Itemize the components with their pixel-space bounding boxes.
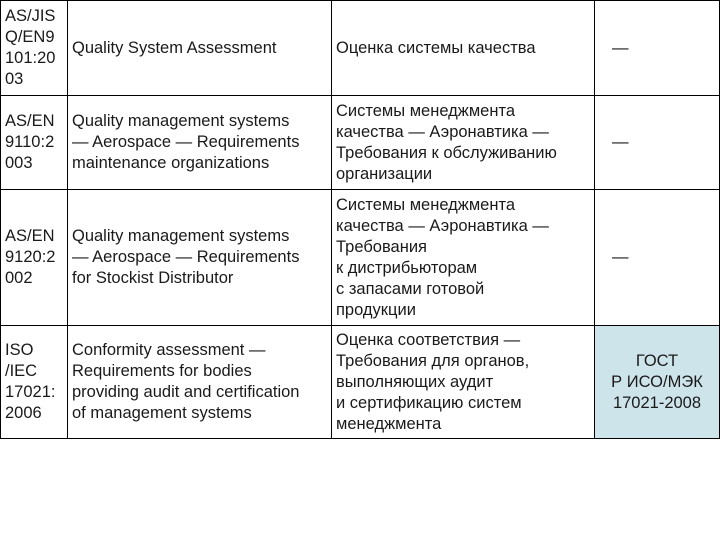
english-title-cell: Quality management systems — Aerospace — Requirements for Stockist Distributor xyxy=(68,190,332,326)
table-row xyxy=(1,326,720,439)
gost-equivalent-cell: ГОСТ Р ИСО/МЭК 17021-2008 xyxy=(595,326,720,439)
english-title-cell: Quality System Assessment xyxy=(68,1,332,96)
standard-code-cell: ISO /IEC 17021: 2006 xyxy=(1,326,68,439)
gost-equivalent-cell: — xyxy=(595,190,720,326)
table-row xyxy=(1,1,720,96)
english-title-cell: Quality management systems — Aerospace — Requirements maintenance organizations xyxy=(68,96,332,190)
table-row xyxy=(1,190,720,326)
table-row xyxy=(1,96,720,190)
standard-code-cell: AS/JIS Q/EN9 101:20 03 xyxy=(1,1,68,96)
russian-title-cell: Системы менеджмента качества — Аэронавтика — Требования к дистрибьюторам с запасами готовой продукции xyxy=(332,190,595,326)
gost-equivalent-cell: — xyxy=(595,96,720,190)
standard-code-cell: AS/EN 9120:2 002 xyxy=(1,190,68,326)
english-title-cell: Conformity assessment — Requirements for bodies providing audit and certification of management systems xyxy=(68,326,332,439)
gost-equivalent-cell: — xyxy=(595,1,720,96)
russian-title-cell: Оценка соответствия — Требования для органов, выполняющих аудит и сертификацию систем менеджмента xyxy=(332,326,595,439)
russian-title-cell: Системы менеджмента качества — Аэронавтика — Требования к обслуживанию организации xyxy=(332,96,595,190)
russian-title-cell: Оценка системы качества xyxy=(332,1,595,96)
standard-code-cell: AS/EN 9110:2 003 xyxy=(1,96,68,190)
